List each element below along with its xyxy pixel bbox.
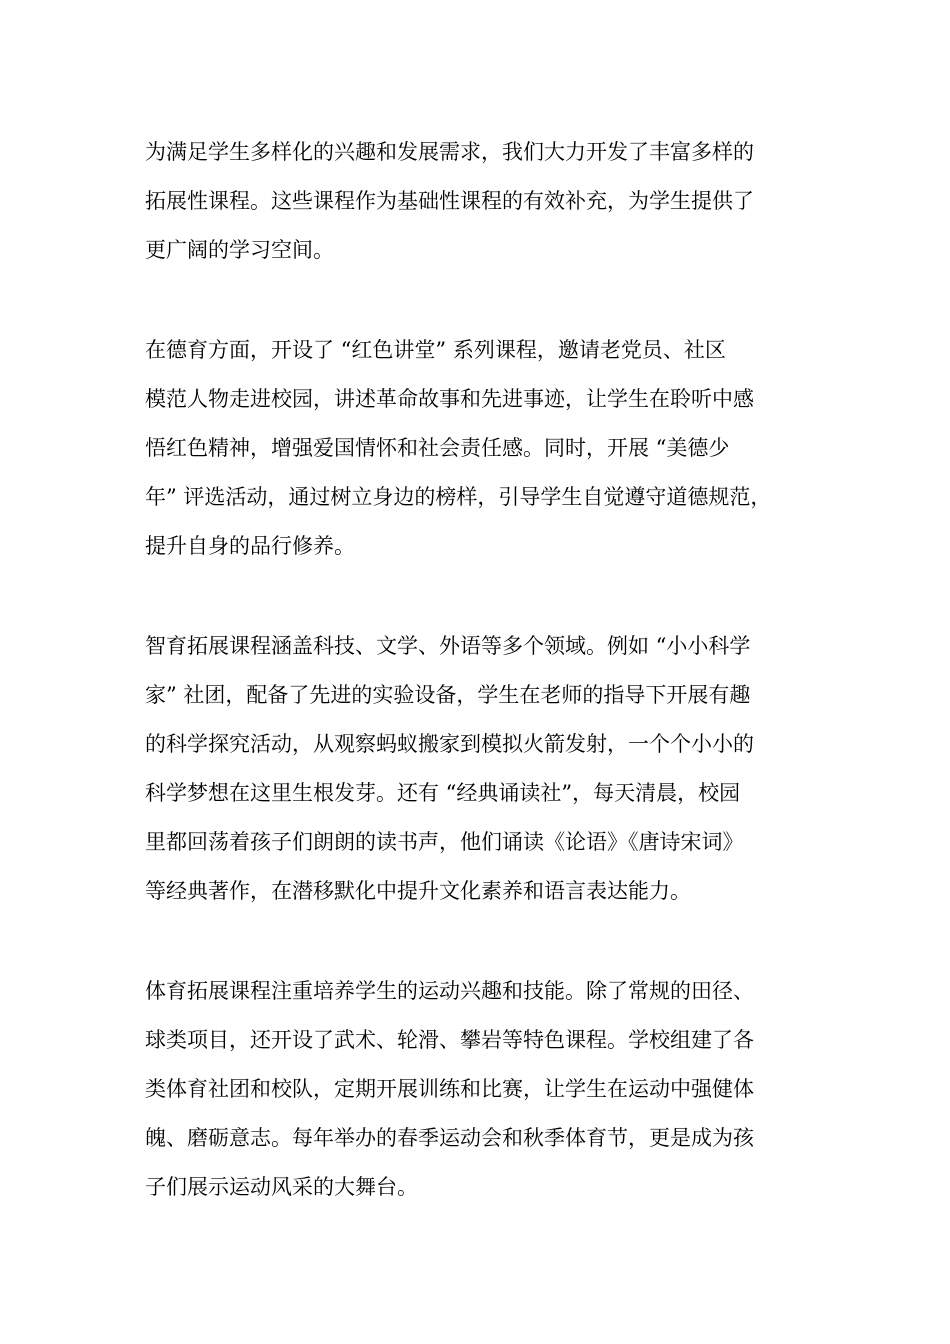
text-line: 体育拓展课程注重培养学生的运动兴趣和技能。除了常规的田径、 (145, 979, 754, 1003)
text-line: 里都回荡着孩子们朗朗的读书声，他们诵读《论语》《唐诗宋词》 (145, 830, 744, 854)
paragraph-intro (145, 128, 754, 275)
text-line: 类体育社团和校队，定期开展训练和比赛，让学生在运动中强健体 (145, 1077, 754, 1101)
text-line: 科学梦想在这里生根发芽。还有 “经典诵读社”，每天清晨，校园 (145, 781, 741, 805)
text-line: 为满足学生多样化的兴趣和发展需求，我们大力开发了丰富多样的 (145, 140, 754, 164)
text-line: 家” 社团，配备了先进的实验设备，学生在老师的指导下开展有趣 (145, 683, 751, 707)
text-line: 球类项目，还开设了武术、轮滑、攀岩等特色课程。学校组建了各 (145, 1028, 754, 1052)
paragraph-intellectual-education (145, 622, 754, 916)
text-line: 悟红色精神，增强爱国情怀和社会责任感。同时，开展 “美德少 (145, 436, 730, 460)
text-line: 更广阔的学习空间。 (145, 238, 334, 262)
text-line: 的科学探究活动，从观察蚂蚁搬家到模拟火箭发射，一个个小小的 (145, 732, 754, 756)
text-line: 等经典著作，在潜移默化中提升文化素养和语言表达能力。 (145, 879, 691, 903)
text-line: 智育拓展课程涵盖科技、文学、外语等多个领域。例如 “小小科学 (145, 634, 751, 658)
text-line: 拓展性课程。这些课程作为基础性课程的有效补充，为学生提供了 (145, 189, 754, 213)
text-line: 年” 评选活动，通过树立身边的榜样，引导学生自觉遵守道德规范， (145, 485, 772, 509)
paragraph-moral-education (145, 326, 771, 571)
text-line: 魄、磨砺意志。每年举办的春季运动会和秋季体育节，更是成为孩 (145, 1126, 754, 1150)
paragraph-physical-education (145, 967, 754, 1212)
text-line: 模范人物走进校园，讲述革命故事和先进事迹，让学生在聆听中感 (145, 387, 754, 411)
text-line: 提升自身的品行修养。 (145, 534, 355, 558)
text-line: 子们展示运动风采的大舞台。 (145, 1175, 418, 1199)
text-line: 在德育方面，开设了 “红色讲堂” 系列课程，邀请老党员、社区 (145, 338, 726, 362)
